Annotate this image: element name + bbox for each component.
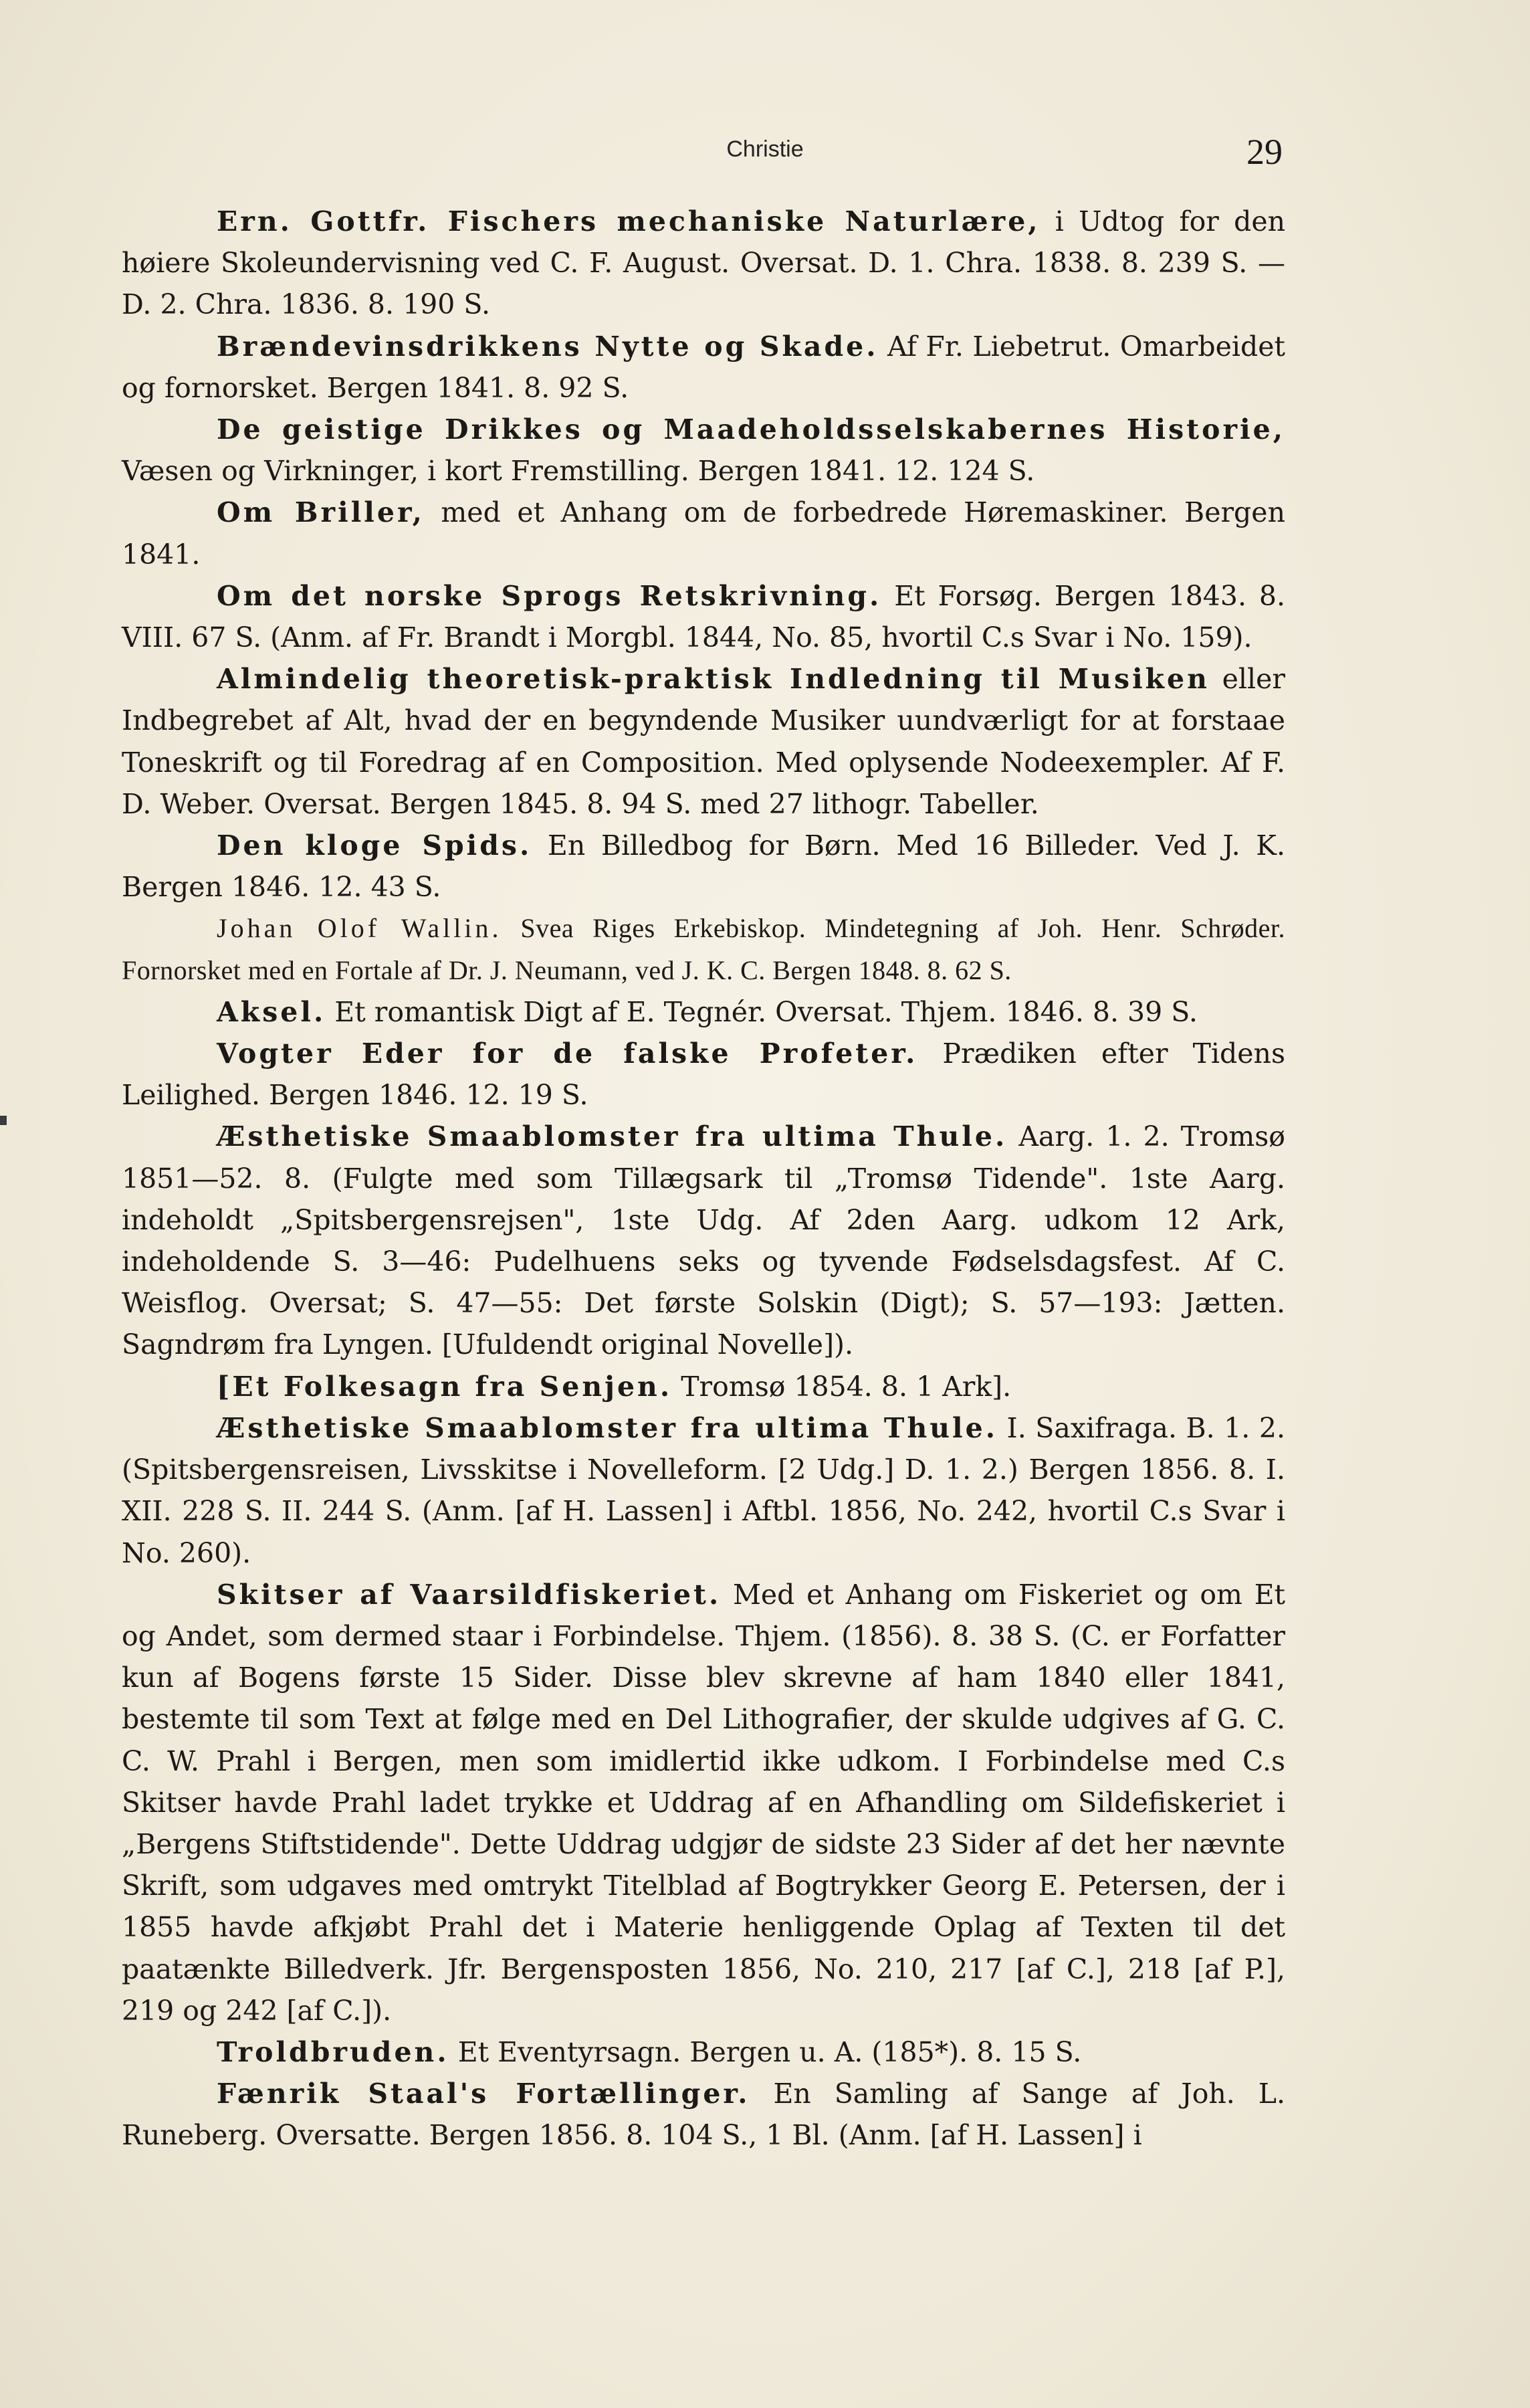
- entry-title: Om det norske Sprogs Retskrivning.: [217, 579, 882, 612]
- entry-title: Aksel.: [217, 995, 326, 1028]
- entry-text: Svea Riges Erkebiskop. Mindetegning af Joh. Henr. Schrøder. Fornorsket med en Fortale af Dr. J. Neumann, ved J. K. C. Bergen 1848. 8. 62 S.: [122, 913, 1285, 985]
- bibliography-entry: [122, 575, 1285, 658]
- bibliography-body: [122, 201, 1285, 2156]
- bibliography-entry: [122, 908, 1285, 991]
- bibliography-entry: [122, 1033, 1285, 1116]
- entry-text: Et Forsøg. Bergen 1843. 8. VIII. 67 S. (Anm. af Fr. Brandt i Morgbl. 1844, No. 85, hvortil C.s Svar i No. 159).: [122, 579, 1285, 654]
- page-edge-mark: [0, 1116, 7, 1125]
- entry-title: [Et Folkesagn fra Senjen.: [217, 1370, 673, 1403]
- entry-text: En Samling af Sange af Joh. L. Runeberg. Oversatte. Bergen 1856. 8. 104 S., 1 Bl. (Anm. [af H. Lassen] i: [122, 2078, 1285, 2152]
- entry-title: Fænrik Staal's Fortællinger.: [217, 2078, 750, 2110]
- entry-title: Almindelig theoretisk-praktisk Indledning til Musiken: [217, 663, 1210, 696]
- entry-text: med et Anhang om de forbedrede Høremaskiner. Bergen 1841.: [122, 496, 1285, 571]
- bibliography-entry: [122, 326, 1285, 409]
- entry-title: Brændevinsdrikkens Nytte og Skade.: [217, 330, 879, 363]
- entry-title: De geistige Drikkes og Maadeholdsselskabernes Historie,: [217, 413, 1285, 446]
- entry-title: Den kloge Spids.: [217, 829, 532, 862]
- bibliography-entry: [122, 825, 1285, 908]
- running-head: Christie: [726, 136, 804, 162]
- entry-title: Skitser af Vaarsildfiskeriet.: [217, 1578, 722, 1611]
- entry-title: Ern. Gottfr. Fischers mechaniske Naturlære,: [217, 205, 1041, 237]
- entry-title: Æsthetiske Smaablomster fra ultima Thule.: [217, 1411, 998, 1444]
- entry-text: I. Saxifraga. B. 1. 2. (Spitsbergensreisen, Livsskitse i Novelleform. [2 Udg.] D. 1. 2.) Bergen 1856. 8. I. XII. 228 S. II. 244 S. (Anm. [af H. Lassen] i Aftbl. 1856, No. 242, hvortil C.s Svar i No. 260).: [122, 1411, 1285, 1569]
- bibliography-entry: [122, 1574, 1285, 2031]
- entry-text: Aarg. 1. 2. Tromsø 1851—52. 8. (Fulgte med som Tillægsark til „Tromsø Tidende". 1ste Aarg. indeholdt „Spitsbergensrejsen", 1ste Udg. Af 2den Aarg. udkom 12 Ark, indeholdende S. 3—46: Pudelhuens seks og tyvende Fødselsdagsfest. Af C. Weisflog. Oversat; S. 47—55: Det første Solskin (Digt); S. 57—193: Jætten. Sagndrøm fra Lyngen. [Ufuldendt original Novelle]).: [122, 1120, 1285, 1361]
- entry-text: eller Indbegrebet af Alt, hvad der en begyndende Musiker uundværligt for at forstaae Toneskrift og til Foredrag af en Composition. Med oplysende Nodeexempler. Af F. D. Weber. Oversat. Bergen 1845. 8. 94 S. med 27 lithogr. Tabeller.: [122, 663, 1285, 820]
- bibliography-entry: [122, 2073, 1285, 2156]
- entry-text: Med et Anhang om Fiskeriet og om Et og Andet, som dermed staar i Forbindelse. Thjem. (1856). 8. 38 S. (C. er Forfatter kun af Bogens første 15 Sider. Disse blev skrevne af ham 1840 eller 1841, bestemte til som Text at følge med en Del Lithografier, der skulde udgives af G. C. C. W. Prahl i Bergen, men som imidlertid ikke udkom. I Forbindelse med C.s Skitser havde Prahl ladet trykke et Uddrag af en Afhandling om Sildefiskeriet i „Bergens Stiftstidende". Dette Uddrag udgjør de sidste 23 Sider af det her nævnte Skrift, som udgaves med omtrykt Titelblad af Bogtrykker Georg E. Petersen, der i 1855 havde afkjøbt Prahl det i Materie henliggende Oplag af Texten til det paatænkte Billedverk. Jfr. Bergensposten 1856, No. 210, 217 [af C.], 218 [af P.], 219 og 242 [af C.]).: [122, 1578, 1285, 2027]
- bibliography-entry: [122, 658, 1285, 825]
- entry-title: Vogter Eder for de falske Profeter.: [217, 1037, 918, 1070]
- entry-text: Af Fr. Liebetrut. Omarbeidet og fornorsket. Bergen 1841. 8. 92 S.: [122, 330, 1286, 404]
- bibliography-entry: [122, 201, 1285, 326]
- entry-title: Johan Olof Wallin.: [217, 913, 502, 944]
- bibliography-entry: [122, 492, 1285, 575]
- bibliography-entry: [122, 991, 1285, 1033]
- page-header: [0, 131, 1530, 178]
- entry-text: Prædiken efter Tidens Leilighed. Bergen 1846. 12. 19 S.: [122, 1037, 1285, 1112]
- entry-title: Æsthetiske Smaablomster fra ultima Thule.: [217, 1120, 1008, 1153]
- entry-text: i Udtog for den høiere Skoleundervisning ved C. F. August. Oversat. D. 1. Chra. 1838. 8. 239 S. — D. 2. Chra. 1836. 8. 190 S.: [122, 205, 1285, 321]
- bibliography-entry: [122, 1116, 1285, 1365]
- entry-text: Et Eventyrsagn. Bergen u. A. (185*). 8. 15 S.: [457, 2035, 1082, 2068]
- entry-title: Om Briller,: [217, 496, 425, 529]
- entry-title: Troldbruden.: [217, 2035, 449, 2068]
- bibliography-entry: [122, 1407, 1285, 1574]
- bibliography-entry: [122, 1366, 1285, 1407]
- entry-text: En Billedbog for Børn. Med 16 Billeder. Ved J. K. Bergen 1846. 12. 43 S.: [122, 829, 1285, 904]
- entry-text: Væsen og Virkninger, i kort Fremstilling. Bergen 1841. 12. 124 S.: [122, 455, 1035, 488]
- entry-text: Tromsø 1854. 8. 1 Ark].: [681, 1370, 1012, 1403]
- page-number: 29: [1246, 132, 1283, 172]
- bibliography-entry: [122, 409, 1285, 492]
- entry-text: Et romantisk Digt af E. Tegnér. Oversat. Thjem. 1846. 8. 39 S.: [334, 995, 1198, 1028]
- bibliography-entry: [122, 2031, 1285, 2073]
